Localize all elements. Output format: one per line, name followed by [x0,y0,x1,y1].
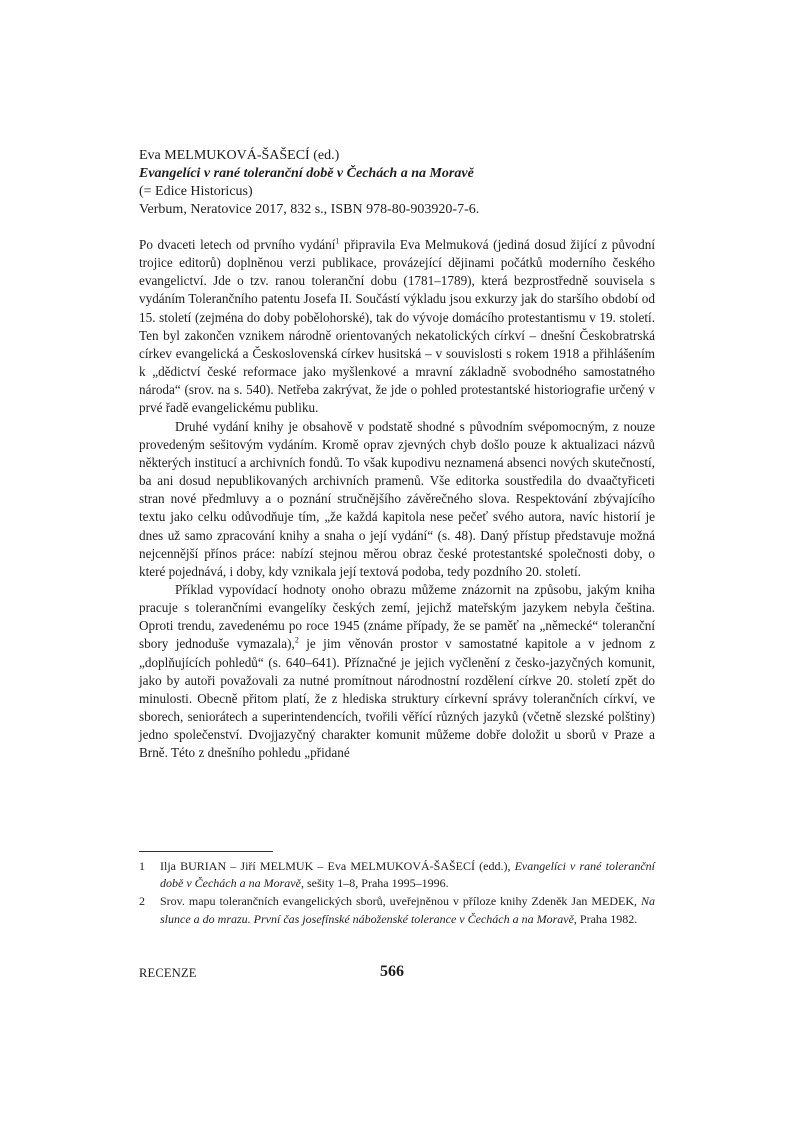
footnote-2-text-b: , Praha 1982. [573,911,638,926]
footnote-2 [139,893,655,927]
paragraph-3 [139,581,655,763]
paragraph-1-text-b: připravila Eva Melmuková (jediná dosud žijící z původní trojice editorů) doplněnou verzi publikace, provázející dějinami počátků moderního českého evangelictví. Jde o tzv. ranou toleranční dobu (1781–1789), která bezprostředně souvisela s vydáním Tolerančního patentu Josefa II. Součástí výkladu jsou exkurzy jak do staršího období od 15. století (zejména do doby pobělohorské), tak do vývoje domácího protestantismu v 19. století. Ten byl zakončen vznikem národně orientovaných nekatolických církví – dnešní Českobratrská církev evangelická a Československá církev husitská – v souvislosti s rokem 1918 a přihlášením k „dědictví české reformace jako myšlenkové a mravní základně svobodného samostatného národa“ (srov. na s. 540). Netřeba zakrývat, že jde o pohled protestantské historiografie určený v prvé řadě evangelickému publiku. [139,237,655,416]
footnote-2-number: 2 [139,894,145,909]
book-editor: Eva MELMUKOVÁ-ŠAŠECÍ (ed.) [139,148,340,163]
book-publication-info: Verbum, Neratovice 2017, 832 s., ISBN 978-80-903920-7-6. [139,202,480,217]
review-body [139,236,655,763]
paragraph-1 [139,236,655,418]
paragraph-1-text-a: Po dvaceti letech od prvního vydání [139,237,336,252]
paragraph-3-text-b: je jim věnován prostor v samostatné kapitole a v jednom z „doplňujících pohledů“ (s. 640–641). Příznačné je jejich vyčlenění z česko-jazyčných komunit, jako by autoři považovali za nutné promítnout národnostní rozdělení církve 20. století zpět do minulosti. Obecně přitom platí, že z hlediska struktury církevní správy tolerančních církví, ve sborech, seniorátech a superintendencích, tvořili věřící různých jazyků (včetně slezské polštiny) jedno společenství. Dvojjazyčný charakter komunit můžeme dobře doložit u sborů v Praze a Brně. Této z dnešního pohledu „přidané [139,636,655,761]
paragraph-2: Druhé vydání knihy je obsahově v podstatě shodné s původním svépomocným, z nouze provedeným sešitovým vydáním. Kromě oprav zjevných chyb došlo pouze k aktualizaci názvů některých institucí a archivních fondů. To však kupodivu neznamená absenci nových skutečností, ba ani dosud nepublikovaných archivních pramenů. Vše editorka soustředila do dvaačtyřiceti stran nové předmluvy a o poznání stručnějšího závěrečného slova. Respektování zbývajícího textu jako celku odůvodňuje tím, „že každá kapitola nese pečeť svého autora, navíc historií je dnes už samo zpracování knihy a snaha o její vydání“ (s. 48). Daný přístup představuje možná nejcennější přínos práce: nabízí stejnou měrou obraz české protestantské společnosti doby, o které pojednává, i doby, kdy vznikala její textová podoba, tedy pozdního 20. století. [139,418,655,579]
footnote-1-title: Evangelíci v rané toleranční době v Čechách a na Moravě [160,859,655,891]
footnote-1-number: 1 [139,859,145,873]
footnote-1-text-b: , sešity 1–8, Praha 1995–1996. [300,876,449,891]
running-head: RECENZE [139,966,197,980]
book-series: (= Edice Historicus) [139,184,253,199]
footnotes [139,858,655,929]
page-number: 566 [380,963,404,980]
footnote-1-text-a: Ilja BURIAN – Jiří MELMUK – Eva MELMUKOVÁ-ŠAŠECÍ (edd.), [160,859,515,873]
footnote-ref-2: 2 [294,636,299,646]
footnote-1 [139,858,655,892]
footnote-divider [139,851,273,852]
footnote-2-text-a: Srov. mapu tolerančních evangelických sborů, uveřejněnou v příloze knihy Zdeněk Jan MEDEK, [160,894,641,909]
paragraph-3-text-a: Příklad vypovídací hodnoty onoho obrazu můžeme znázornit na způsobu, jakým kniha pracuje s tolerančními evangelíky českých zemí, jejichž mateřským jazykem nebyla čeština. Oproti trendu, zavedenému po roce 1945 (známe případy, že se paměť na „německé“ toleranční sbory jednoduše vymazala), [139,581,655,652]
review-bibliographic-header [139,147,659,219]
footnote-ref-1: 1 [335,236,340,246]
footnote-2-title: Na slunce a do mrazu. První čas josefínské náboženské tolerance v Čechách a na Moravě [160,894,655,926]
book-title: Evangelíci v rané toleranční době v Čechách a na Moravě [139,166,474,181]
